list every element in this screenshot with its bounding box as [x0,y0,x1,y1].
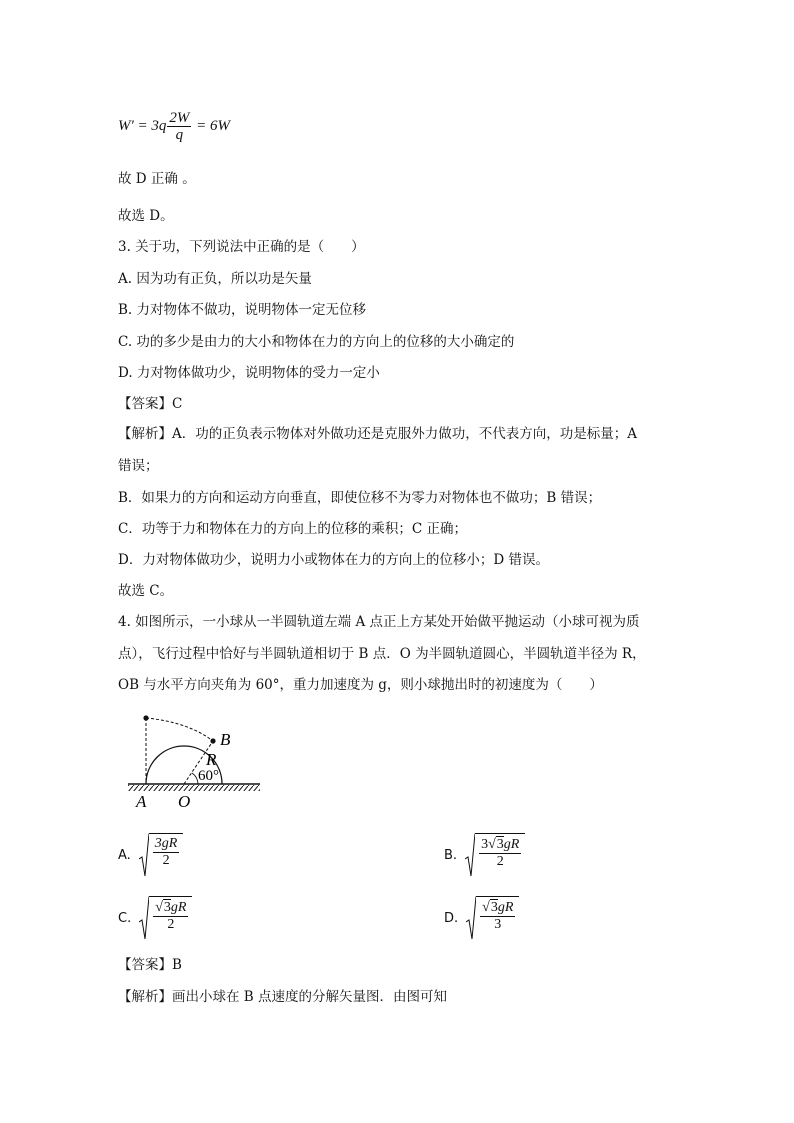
d-correct-line: 故 D 正确 。 [118,171,196,187]
question-4-option-a [118,833,183,877]
question-4-stem-1: 4. 如图所示，一小球从一半圆轨道左端 A 点正上方某处开始做平抛运动（小球可视为质 [118,614,640,630]
formula-denominator: q [175,127,184,143]
trajectory-dashed-curve [146,718,213,741]
question-3-option-a: A. 因为功有正负，所以功是矢量 [118,271,312,287]
option-c-rest: gR [170,900,187,915]
radical-sign-icon [139,833,149,877]
label-b: B [220,730,231,749]
question-3-explanation-3: C．功等于力和物体在力的方向上的位移的乘积；C 正确； [118,521,467,537]
question-4-answer: 【答案】B [118,957,182,973]
option-d-radical: $\frac{√3gR}{3}$ [466,896,519,940]
formula-numerator: 2W [169,110,190,126]
option-b-coefficient: 3 [481,837,489,852]
formula-fraction [167,110,191,143]
question-3-choose: 故选 C。 [118,583,174,599]
radical-sign-icon [465,833,475,877]
option-d-label: D. [444,910,459,926]
question-4-option-b [444,833,525,877]
label-o: O [178,792,191,811]
option-d-rest: gR [497,900,514,915]
option-b-inner: 3 [496,837,504,852]
ground-hatching [128,785,260,791]
option-b-denominator: 2 [496,854,504,869]
question-3-stem: 3. 关于功，下列说法中正确的是（ ） [118,239,365,255]
question-4-option-d [444,896,519,940]
question-3-answer: 【答案】C [118,396,183,412]
formula-work [118,110,230,143]
question-3-option-b: B. 力对物体不做功，说明物体一定无位移 [118,302,367,318]
label-a: A [136,792,147,811]
ball-start-point [143,715,148,720]
option-a-numerator: 3gR [154,836,178,851]
choose-d-line: 故选 D。 [118,208,174,224]
question-3-option-c: C. 功的多少是由力的大小和物体在力的方向上的位移的大小确定的 [118,334,515,350]
question-3-explanation-1b: 错误； [118,458,159,474]
radical-sign-icon [466,896,476,940]
tangent-point-b [210,738,215,743]
option-a-denominator: 2 [162,853,170,868]
formula-lhs: W′ = 3q [118,117,167,134]
option-d-denominator: 3 [494,917,502,932]
question-4-explanation: 【解析】画出小球在 B 点速度的分解矢量图．由图可知 [118,989,448,1005]
option-c-inner: 3 [163,900,171,915]
semicircle-track-figure [118,708,268,812]
option-d-inner: 3 [490,900,498,915]
question-4-stem-2: 点），飞行过程中恰好与半圆轨道相切于 B 点．O 为半圆轨道圆心，半圆轨道半径为 R， [118,646,646,662]
question-4-option-c [118,896,192,940]
option-b-rest: gR [503,837,520,852]
option-b-radical: $\frac{3√3gR}{2}$ [465,833,525,877]
option-a-label: A. [118,847,131,863]
label-angle: 60° [198,768,219,784]
question-3-explanation-2: B．如果力的方向和运动方向垂直，即使位移不为零力对物体也不做功；B 错误； [118,490,602,506]
radical-sign-icon [139,896,149,940]
question-3-explanation-1: 【解析】A．功的正负表示物体对外做功还是克服外力做功，不代表方向，功是标量；A [118,426,637,442]
label-r: R [206,750,217,769]
question-3-explanation-4: D．力对物体做功少，说明力小或物体在力的方向上的位移小；D 错误。 [118,552,549,568]
option-a-radical [139,833,184,877]
question-3-option-d: D. 力对物体做功少，说明物体的受力一定小 [118,365,380,381]
option-c-denominator: 2 [167,917,175,932]
option-c-radical: $\frac{√3gR}{2}$ [139,896,192,940]
question-4-stem-3: OB 与水平方向夹角为 60°，重力加速度为 g，则小球抛出时的初速度为（ ） [118,677,603,693]
option-c-label: C. [118,910,132,926]
formula-rhs: = 6W [196,117,231,134]
option-b-label: B. [444,847,458,863]
